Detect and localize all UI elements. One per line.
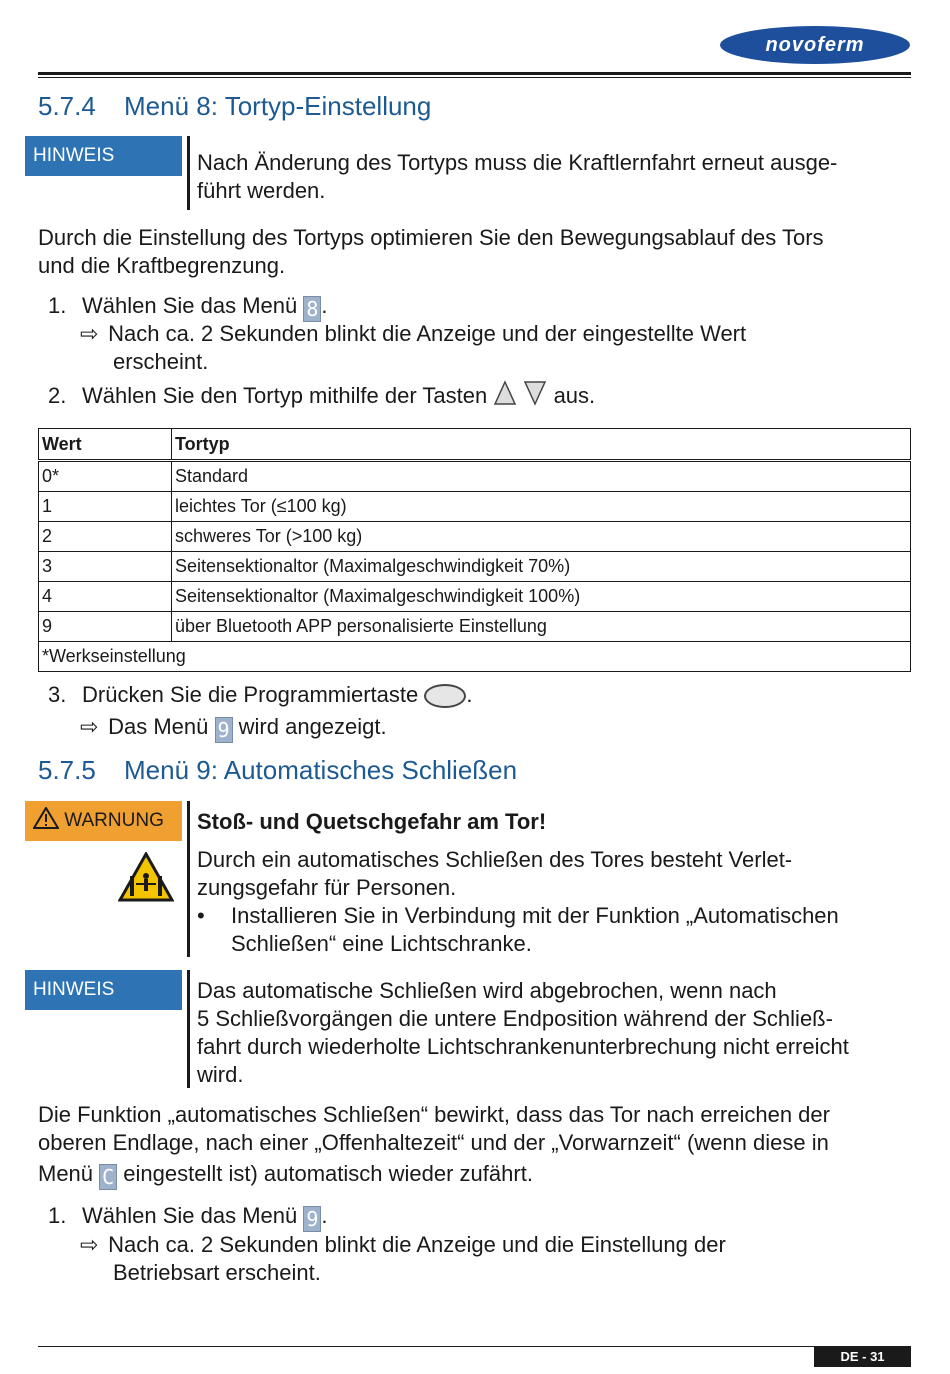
section-heading-574 [38, 91, 431, 122]
section-number: 5.7.5 [38, 755, 96, 785]
table-cell: 9 [39, 612, 172, 642]
hinweis-text [197, 977, 849, 1089]
text-line: Nach ca. 2 Sekunden blinkt die Anzeige und die Einstellung der [108, 1232, 726, 1257]
display-digit-icon: 9 [303, 1206, 321, 1232]
step-text: . [321, 1203, 328, 1228]
step-1-result [80, 320, 746, 376]
table-footnote-row [39, 642, 911, 672]
table-row [39, 492, 911, 522]
text-line: erscheint. [113, 349, 209, 374]
section-title: Menü 8: Tortyp-Einstellung [124, 91, 432, 121]
step-number: 2. [48, 383, 67, 408]
table-cell: leichtes Tor (≤100 kg) [172, 492, 911, 522]
body-paragraph [38, 1101, 830, 1190]
table-row [39, 582, 911, 612]
hinweis-text [197, 149, 837, 205]
warnung-label [25, 801, 182, 841]
hinweis-label: HINWEIS [25, 136, 182, 176]
footer-rule [38, 1346, 911, 1347]
header-rule-thin [38, 77, 911, 78]
table-cell: Seitensektionaltor (Maximalgeschwindigkeit 100%) [172, 582, 911, 612]
warning-triangle-icon [33, 807, 59, 829]
notice-bar [187, 136, 190, 210]
warnung-label-text: WARNUNG [64, 810, 164, 831]
table-cell: 1 [39, 492, 172, 522]
warning-bar [187, 801, 190, 957]
bullet-icon: • [197, 903, 205, 928]
arrow-right-icon: ⇨ [80, 714, 99, 739]
text: wird angezeigt. [238, 714, 387, 739]
novoferm-logo: novoferm [720, 26, 910, 64]
display-digit-icon: 8 [303, 296, 321, 322]
step-text: . [466, 682, 473, 707]
text-line: fahrt durch wiederholte Lichtschrankenunterbrechung nicht erreicht [197, 1034, 849, 1059]
text: eingestellt ist) automatisch wieder zufährt. [123, 1161, 533, 1186]
text-line: Das automatische Schließen wird abgebrochen, wenn nach [197, 978, 777, 1003]
table-footnote: *Werkseinstellung [39, 642, 911, 672]
text-line: Nach ca. 2 Sekunden blinkt die Anzeige und der eingestellte Wert [108, 321, 747, 346]
table-row [39, 612, 911, 642]
text-line: Durch die Einstellung des Tortyps optimieren Sie den Bewegungsablauf des Tors [38, 225, 824, 250]
table-cell: schweres Tor (>100 kg) [172, 522, 911, 552]
page-number: DE - 31 [814, 1347, 911, 1367]
warnung-title: Stoß- und Quetschgefahr am Tor! [197, 809, 547, 834]
text: Das Menü [108, 714, 209, 739]
step-text: Wählen Sie das Menü [82, 293, 298, 318]
display-digit-icon: C [99, 1164, 117, 1190]
section-number: 5.7.4 [38, 91, 96, 121]
step-2 [48, 380, 595, 410]
display-digit-icon: 9 [215, 717, 233, 743]
text-line: wird. [197, 1062, 244, 1087]
text-line: und die Kraftbegrenzung. [38, 253, 286, 278]
step-1b [48, 1202, 327, 1232]
table-cell: 3 [39, 552, 172, 582]
step-3 [48, 681, 473, 709]
up-button-icon [493, 380, 517, 406]
step-1 [48, 292, 327, 322]
step-text: Wählen Sie den Tortyp mithilfe der Tasten [82, 383, 488, 408]
intro-paragraph [38, 224, 824, 280]
table-cell: 4 [39, 582, 172, 612]
table-cell: Seitensektionaltor (Maximalgeschwindigkeit 70%) [172, 552, 911, 582]
arrow-right-icon: ⇨ [80, 321, 99, 346]
section-heading-575 [38, 755, 517, 786]
table-header: Tortyp [172, 429, 911, 461]
table-row [39, 461, 911, 492]
step-1b-result [80, 1231, 726, 1287]
table-cell: 2 [39, 522, 172, 552]
text-line: Die Funktion „automatisches Schließen“ bewirkt, dass das Tor nach erreichen der [38, 1102, 830, 1127]
text-line: zungsgefahr für Personen. [197, 875, 457, 900]
program-button-icon [424, 684, 466, 708]
text-line: führt werden. [197, 178, 326, 203]
step-number: 1. [48, 293, 67, 318]
down-button-icon [523, 380, 547, 406]
step-number: 1. [48, 1203, 67, 1228]
tortyp-table [38, 428, 911, 672]
step-3-result [80, 713, 387, 743]
table-cell: Standard [172, 461, 911, 492]
table-cell: über Bluetooth APP personalisierte Einstellung [172, 612, 911, 642]
step-number: 3. [48, 682, 67, 707]
header-rule [38, 72, 911, 75]
step-text: aus. [553, 383, 596, 408]
text-line: Installieren Sie in Verbindung mit der Funktion „Automatischen [231, 903, 839, 928]
step-text: . [321, 293, 328, 318]
text-line: 5 Schließvorgängen die untere Endposition während der Schließ- [197, 1006, 833, 1031]
step-text: Drücken Sie die Programmiertaste [82, 682, 419, 707]
table-header-row [39, 429, 911, 461]
text: Menü [38, 1161, 94, 1186]
step-text: Wählen Sie das Menü [82, 1203, 298, 1228]
table-cell: 0* [39, 461, 172, 492]
section-title: Menü 9: Automatisches Schließen [124, 755, 518, 785]
text-line: Betriebsart erscheint. [113, 1260, 321, 1285]
arrow-right-icon: ⇨ [80, 1232, 99, 1257]
crush-hazard-icon [118, 852, 174, 902]
text-line: Schließen“ eine Lichtschranke. [231, 931, 532, 956]
text-line: Nach Änderung des Tortyps muss die Kraftlernfahrt erneut ausge- [197, 150, 838, 175]
text-line: oberen Endlage, nach einer „Offenhaltezeit“ und der „Vorwarnzeit“ (wenn diese in [38, 1130, 829, 1155]
notice-bar [187, 970, 190, 1088]
hinweis-label: HINWEIS [25, 970, 182, 1010]
text-line: Durch ein automatisches Schließen des Tores besteht Verlet- [197, 847, 793, 872]
table-row [39, 522, 911, 552]
warnung-text [197, 808, 839, 958]
table-header: Wert [39, 429, 172, 461]
table-row [39, 552, 911, 582]
